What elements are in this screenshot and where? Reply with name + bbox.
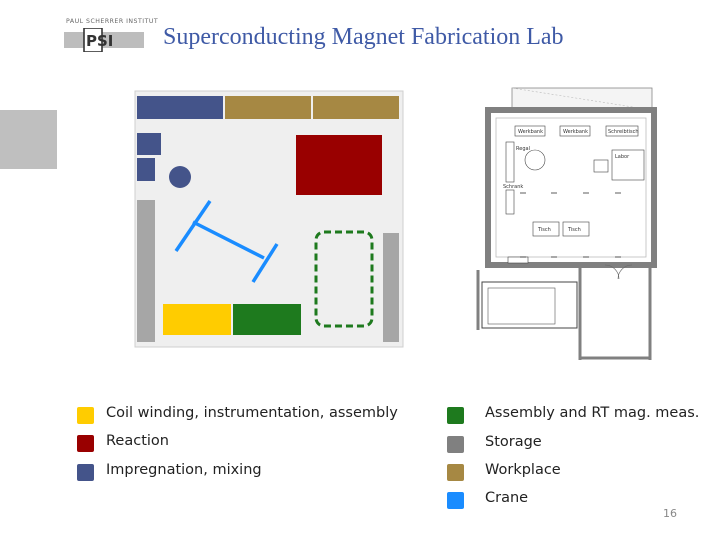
fp-label-werkbank-1: Werkbank xyxy=(518,129,543,135)
legend-swatch-blue xyxy=(77,464,94,481)
page-title: Superconducting Magnet Fabrication Lab xyxy=(163,24,564,50)
legend-swatch-brown xyxy=(447,464,464,481)
fp-label-labor: Labor xyxy=(615,154,630,160)
legend-swatch-yellow xyxy=(77,407,94,424)
legend-swatch-light-blue xyxy=(447,492,464,509)
legend-swatch-red xyxy=(77,435,94,452)
legend-swatch-gray xyxy=(447,436,464,453)
legend-label-assembly: Assembly and RT mag. meas. xyxy=(485,405,700,421)
fp-label-tisch-2: Tisch xyxy=(568,227,581,233)
legend-label-reaction: Reaction xyxy=(106,433,169,449)
fp-label-tisch-1: Tisch xyxy=(538,227,551,233)
legend-label-storage: Storage xyxy=(485,434,542,450)
cabinet-left xyxy=(506,142,514,182)
legend-label-crane: Crane xyxy=(485,490,529,506)
shelf-left xyxy=(506,190,514,214)
page-number: 16 xyxy=(663,507,677,520)
legend-label-impregnation: Impregnation, mixing xyxy=(106,462,262,478)
legend-label-coil-winding: Coil winding, instrumentation, assembly xyxy=(106,405,398,421)
fp-label-werkbank-2: Werkbank xyxy=(563,129,588,135)
fp-label-regal: Regal xyxy=(516,146,530,152)
psi-logo-text: PSI xyxy=(86,32,114,50)
legend-label-workplace: Workplace xyxy=(485,462,561,478)
institute-name: PAUL SCHERRER INSTITUT xyxy=(66,18,159,25)
fp-label-schreibtisch: Schreibtisch xyxy=(608,129,639,135)
legend-swatch-green xyxy=(447,407,464,424)
fp-label-schrank: Schrank xyxy=(503,184,524,190)
